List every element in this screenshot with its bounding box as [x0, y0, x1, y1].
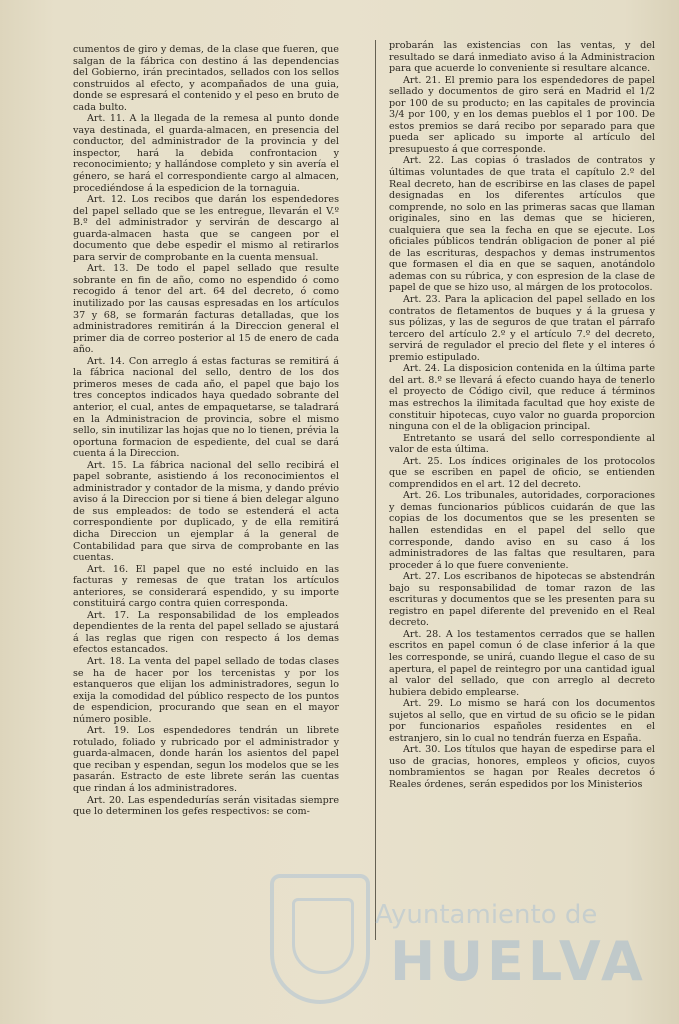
article-26-paragraph: Art. 26. Los tribunales, autoridades, corporaciones y demas funcionarios públicos cuidarán de que las copias de los documentos que se les presenten se hallen estendidas en el papel del sello que corresponde, dando aviso en su caso á los administradores de las faltas que resultaren, para proceder á lo que fuere conveniente. — [389, 490, 655, 571]
article-27-paragraph: Art. 27. Los escribanos de hipotecas se abstendrán bajo su responsabilidad de tomar razon de las escrituras y documentos que se les presenten para su registro en papel diferente del prevenido en el Real decreto. — [389, 571, 655, 629]
article-18-paragraph: Art. 18. La venta del papel sellado de todas clases se ha de hacer por los tercenistas y por los estanqueros que elijan los administradores, segun lo exija la comodidad del público respecto de los puntos de espendicion, procurando que sean en el mayor número posible. — [73, 655, 339, 725]
article-22-paragraph: Art. 22. Las copias ó traslados de contratos y últimas voluntades de que trata el capítulo 2.º del Real decreto, han de escribirse en las clases de papel designadas en los diferentes artículos que comprende, no solo en las primeras sacas que llaman originales, sino en las demas que se hicieren, cualquiera que sea la fecha en que se ejecute. Los oficiales públicos tendrán obligacion de poner al pié de las escrituras, despachos y demas instrumentos que formasen el dia en que se saquen, anotándolo ademas con su rúbrica, y con espresion de la clase de papel de que se hizo uso, al márgen de los protocolos. — [389, 155, 655, 294]
article-24-paragraph: Art. 24. La disposicion contenida en la última parte del art. 8.º se llevará á efecto cuando haya de tenerlo el proyecto de Código civil, que reduce á términos mas estrechos la ilimitada facultad que hoy existe de constituir hipotecas, cuyo valor no guarda proporcion ninguna con el de la obligacion principal. — [389, 363, 655, 433]
article-12-paragraph: Art. 12. Los recibos que darán los espendedores del papel sellado que se les entregue, llevarán el V.º B.º del administrador y servirán de descargo al guarda-almacen hasta que se cangeen por el documento que debe espedir el mismo al retirarlos para servir de comprobante en la cuenta mensual. — [73, 194, 339, 263]
article-13-paragraph: Art. 13. De todo el papel sellado que resulte sobrante en fin de año, como no espendido ó como recogido á tenor del art. 64 del decreto, ó como inutilizado por las causas espresadas en los artículos 37 y 68, se formarán facturas detalladas, que los administradores remitirán á la Direccion general el primer dia de correo posterior al 15 de enero de cada año. — [73, 263, 339, 356]
paragraph: cumentos de giro y demas, de la clase que fueren, que salgan de la fábrica con destino á las dependencias del Gobierno, irán precintados, sellados con los sellos construidos al efecto, y acompañados de una guia, donde se espresará el contenido y el peso en bruto de cada bulto. — [73, 44, 339, 113]
article-19-paragraph: Art. 19. Los espendedores tendrán un librete rotulado, foliado y rubricado por el administrador y guarda-almacen, donde harán los asientos del papel que reciban y espendan, segun los modelos que se les pasarán. Estracto de este librete serán las cuentas que rindan á los administradores. — [73, 725, 339, 794]
column-divider — [375, 40, 376, 940]
coat-of-arms-icon — [270, 874, 370, 1004]
article-11-paragraph: Art. 11. A la llegada de la remesa al punto donde vaya destinada, el guarda-almacen, en presencia del conductor, del administrador de la provincia y del inspector, hará la debida confrontacion y reconocimiento; y hallándose completo y sin avería el género, se hará el correspondiente cargo al almacen, procediéndose á la espedicion de la tornaguia. — [73, 113, 339, 194]
watermark-line-1: Ayuntamiento de — [375, 900, 598, 930]
paragraph: probarán las existencias con las ventas, y del resultado se dará inmediato aviso á la Administracion para que acuerde lo conveniente si resultare alcance. — [389, 40, 655, 75]
article-28-paragraph: Art. 28. A los testamentos cerrados que se hallen escritos en papel comun ó de clase inferior á la que les corresponde, se unirá, cuando llegue el caso de su apertura, el papel de reintegro por una cantidad igual al valor del sellado, que con arreglo al decreto hubiera debido emplearse. — [389, 628, 655, 698]
article-21-paragraph: Art. 21. El premio para los espendedores de papel sellado y documentos de giro será en Madrid el 1/2 por 100 de su producto; en las capitales de provincia 3/4 por 100, y en los demas pueblos el 1 por 100. De estos premios se dará recibo por separado para que pueda ser aplicado su importe al artículo del presupuesto á que corresponde. — [389, 74, 655, 155]
article-30-paragraph: Art. 30. Los títulos que hayan de espedirse para el uso de gracias, honores, empleos y oficios, cuyos nombramientos se hagan por Reales decretos ó Reales órdenes, serán espedidos por los Ministerios — [389, 744, 655, 790]
article-25-paragraph: Art. 25. Los índices originales de los protocolos que se escriben en papel de oficio, se entienden comprendidos en el art. 12 del decreto. — [389, 455, 655, 490]
article-14-paragraph: Art. 14. Con arreglo á estas facturas se remitirá á la fábrica nacional del sello, dentro de los dos primeros meses de cada año, el papel que bajo los tres conceptos indicados haya quedado sobrante del anterior, el cual, antes de empaquetarse, se taladrará en la Administracion de provincia, sobre el mismo sello, sin inutilizar las hojas que no lo tienen, prévia la oportuna formacion de espediente, del cual se dará cuenta á la Direccion. — [73, 355, 339, 460]
right-text-column — [389, 40, 655, 920]
article-17-paragraph: Art. 17. La responsabilidad de los empleados dependientes de la renta del papel sellado se ajustará á las reglas que rigen con respecto á los demas efectos estancados. — [73, 609, 339, 656]
article-23-paragraph: Art. 23. Para la aplicacion del papel sellado en los contratos de fletamentos de buques y á la gruesa y sus pólizas, y las de seguros de que tratan el párrafo tercero del artículo 2.º y el artículo 7.º del decreto, servirá de regulador el precio del flete y el interes ó premio estipulado. — [389, 294, 655, 363]
article-20-paragraph: Art. 20. Las espendedurías serán visitadas siempre que lo determinen los gefes respectivos: se com- — [73, 794, 339, 818]
watermark-line-2: HUELVA — [390, 930, 647, 993]
paragraph: Entretanto se usará del sello correspondiente al valor de esta última. — [389, 432, 655, 456]
article-16-paragraph: Art. 16. El papel que no esté incluido en las facturas y remesas de que tratan los artículos anteriores, se considerará espendido, y su importe constituirá cargo contra quien corresponda. — [73, 563, 339, 610]
article-29-paragraph: Art. 29. Lo mismo se hará con los documentos sujetos al sello, que en virtud de su oficio se le pidan por funcionarios españoles residentes en el estranjero, sin lo cual no tendrán fuerza en España. — [389, 698, 655, 744]
article-15-paragraph: Art. 15. La fábrica nacional del sello recibirá el papel sobrante, asistiendo á los reconocimientos el administrador y contador de la misma, y dando prévio aviso á la Direccion por si tiene á bien delegar alguno de sus empleados: de todo se estenderá el acta correspondiente por duplicado, y de ella remitirá dicha Direccion un ejemplar á la general de Contabilidad para que sirva de comprobante en las cuentas. — [73, 459, 339, 564]
left-text-column — [73, 44, 339, 984]
archive-watermark — [270, 870, 650, 1020]
